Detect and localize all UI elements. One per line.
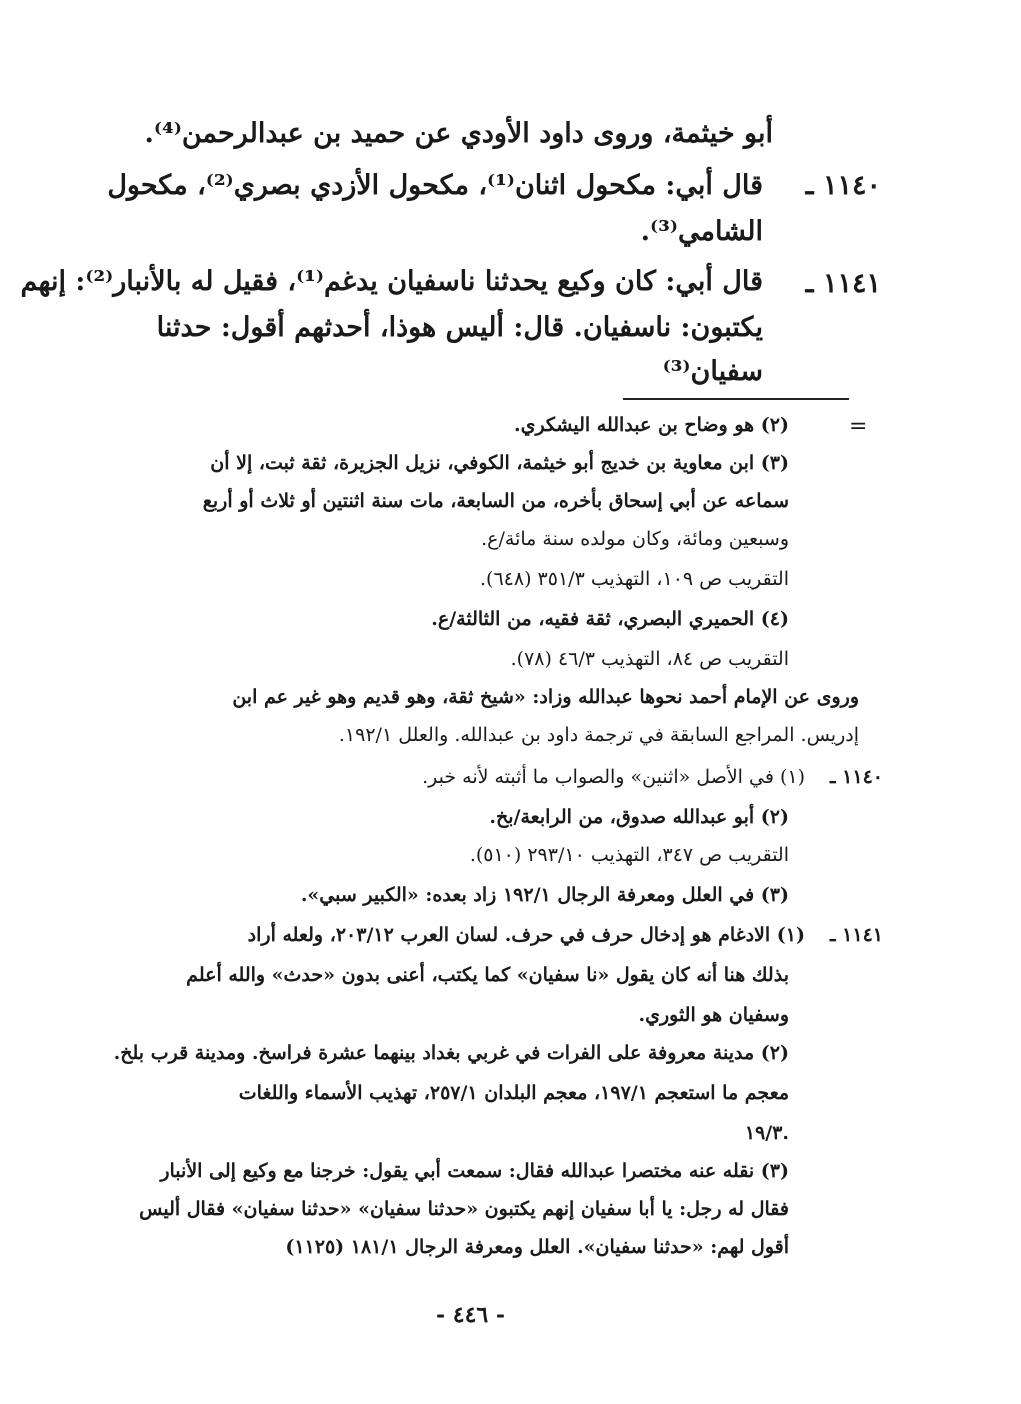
- footnote-line: (٣) في العلل ومعرفة الرجال ١٩٢/١ زاد بعده: «الكبير سبي».: [300, 884, 789, 906]
- entry-number-1140: ١١٤٠ ـ: [805, 170, 881, 201]
- footnote-line: التقريب ص ١٠٩، التهذيب ٣٥١/٣ (٦٤٨).: [480, 568, 789, 590]
- footnote-line: وسفيان هو الثوري.: [638, 1004, 789, 1026]
- main-line: أبو خيثمة، وروى داود الأودي عن حميد بن عبدالرحمن⁽⁴⁾.: [144, 118, 773, 149]
- entry-1140-line-2: الشامي⁽³⁾.: [640, 216, 763, 247]
- footnote-line: (١) الادغام هو إدخال حرف في حرف. لسان العرب ٢٠٣/١٢، ولعله أراد: [247, 924, 805, 946]
- footnote-line: إدريس. المراجع السابقة في ترجمة داود بن عبدالله. والعلل ١٩٢/١.: [338, 724, 859, 746]
- entry-number-1141: ١١٤١ ـ: [805, 268, 881, 299]
- footnote-line: فقال له رجل: يا أبا سفيان إنهم يكتبون «حدثنا سفيان» «حدثنا سفيان» فقال أليس: [139, 1198, 789, 1220]
- footnote-line: (١) في الأصل «اثنين» والصواب ما أثبته لأنه خبر.: [422, 766, 805, 788]
- footnote-line: وسبعين ومائة، وكان مولده سنة مائة/ع.: [481, 528, 789, 550]
- entry-1141-line-2: يكتبون: ناسفيان. قال: أليس هوذا، أحدثهم أقول: حدثنا: [156, 312, 763, 343]
- footnote-line: (٢) هو وضاح بن عبدالله اليشكري.: [513, 414, 789, 436]
- entry-1141-line-1: قال أبي: كان وكيع يحدثنا ناسفيان يدغم⁽¹⁾، فقيل له بالأنبار⁽²⁾: إنهم: [20, 266, 763, 297]
- continuation-mark: =: [849, 414, 868, 439]
- footnote-line: وروى عن الإمام أحمد نحوها عبدالله وزاد: «شيخ ثقة، وهو قديم وهو غير عم ابن: [232, 686, 859, 708]
- footnote-separator: [623, 398, 849, 400]
- footnote-line: (٢) أبو عبدالله صدوق، من الرابعة/بخ.: [489, 806, 789, 828]
- footnote-line: التقريب ص ٨٤، التهذيب ٤٦/٣ (٧٨).: [510, 648, 789, 670]
- entry-1141-line-3: سفيان⁽³⁾: [662, 356, 763, 387]
- footnote-line: أقول لهم: «حدثنا سفيان». العلل ومعرفة الرجال ١٨١/١ (١١٢٥): [285, 1236, 789, 1258]
- footnote-line: بذلك هنا أنه كان يقول «نا سفيان» كما يكتب، أعنى بدون «حدث» والله أعلم: [186, 964, 789, 986]
- entry-1140-line-1: قال أبي: مكحول اثنان⁽¹⁾، مكحول الأزدي بصري⁽²⁾، مكحول: [107, 170, 763, 201]
- footnote-number-1141: ١١٤١ ـ: [829, 924, 883, 946]
- page-number: - ٤٤٦ -: [436, 1302, 506, 1328]
- footnote-line: (٣) نقله عنه مختصرا عبدالله فقال: سمعت أبي يقول: خرجنا مع وكيع إلى الأنبار: [160, 1160, 789, 1182]
- footnote-line: معجم ما استعجم ١٩٧/١، معجم البلدان ٢٥٧/١، تهذيب الأسماء واللغات: [238, 1082, 789, 1104]
- footnote-line: ١٩/٣.: [744, 1122, 789, 1144]
- footnote-number-1140: ١١٤٠ ـ: [829, 766, 883, 788]
- footnote-line: التقريب ص ٣٤٧، التهذيب ٢٩٣/١٠ (٥١٠).: [469, 844, 789, 866]
- footnote-line: (٢) مدينة معروفة على الفرات في غربي بغداد بينهما عشرة فراسخ. ومدينة قرب بلخ.: [113, 1042, 789, 1064]
- footnote-line: سماعه عن أبي إسحاق بأخره، من السابعة، مات سنة اثنتين أو ثلاث أو أربع: [202, 490, 789, 512]
- footnote-line: (٤) الحميري البصري، ثقة فقيه، من الثالثة/ع.: [431, 608, 789, 630]
- footnote-line: (٣) ابن معاوية بن خديج أبو خيثمة، الكوفي، نزيل الجزيرة، ثقة ثبت، إلا أن: [210, 452, 789, 474]
